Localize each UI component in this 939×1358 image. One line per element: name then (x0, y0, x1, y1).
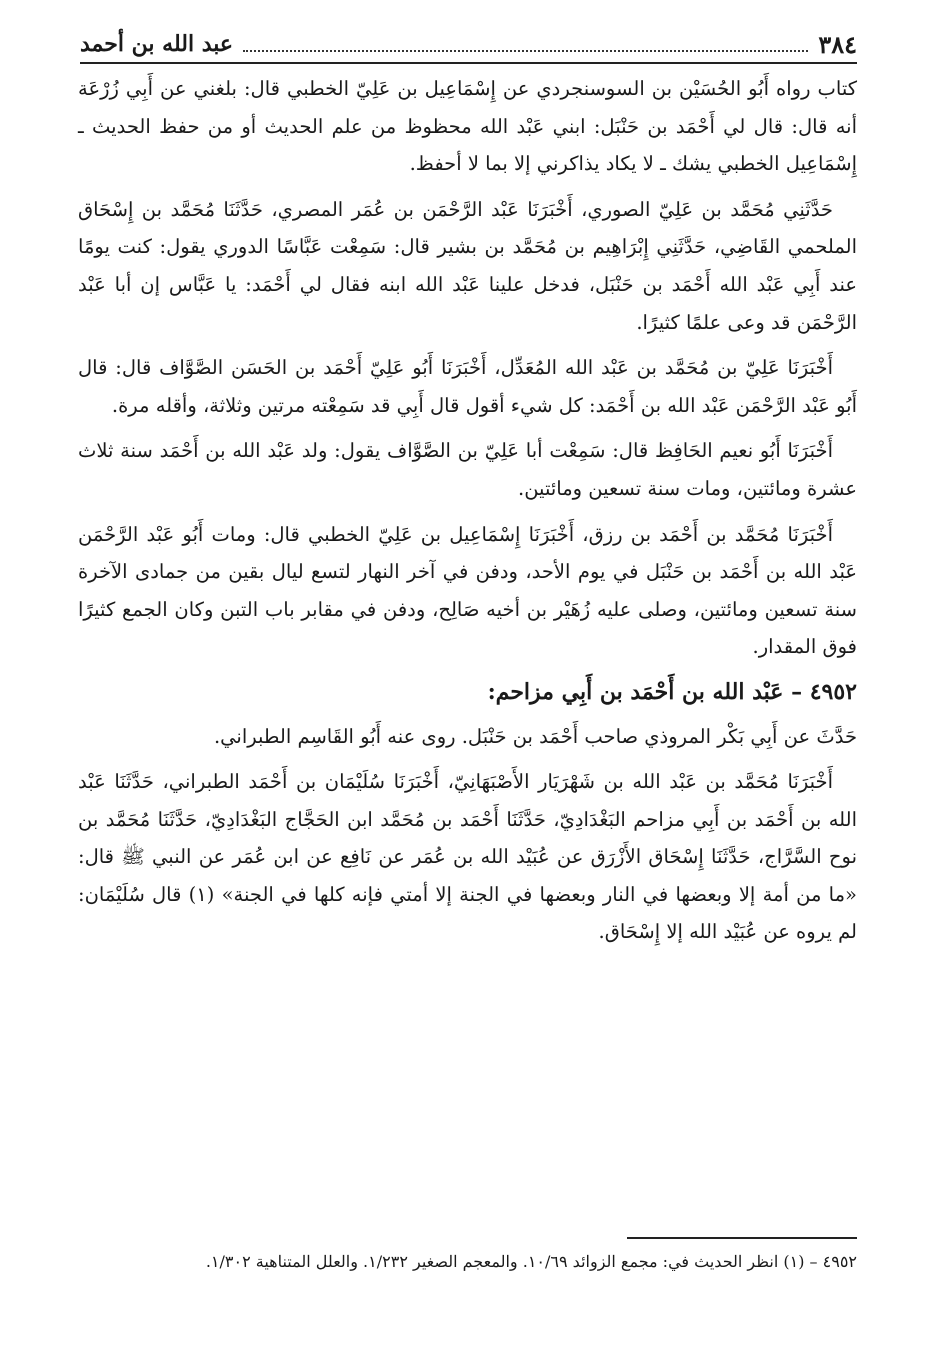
entry-paragraph: حَدَّثَ عن أَبِي بَكْر المروذي صاحب أَحْمَد بن حَنْبَل. روى عنه أَبُو القَاسِم الطبراني. (213, 724, 857, 748)
paragraph: كتاب رواه أَبُو الحُسَيْن بن السوسنجردي عن إِسْمَاعِيل بن عَلِيّ الخطبي قال: بلغني عن أَبِي زُرْعَة أنه قال: قال لي أَحْمَد بن حَنْبَل: ابني عَبْد الله محظوظ من علم الحديث أو من حفظ الحديث ـ إِسْمَاعِيل الخطبي يشك ـ لا يكاد يذاكرني إلا بما لا أحفظ. (78, 77, 857, 176)
entry-paragraph: أَخْبَرَنَا مُحَمَّد بن عَبْد الله بن شَهْرَيَار الأَصْبَهَانِيّ، أَخْبَرَنَا سُلَيْمَان بن أَحْمَد الطبراني، حَدَّثَنَا عَبْد الله بن أَحْمَد بن أَبِي مزاحم البَغْدَادِيّ، حَدَّثَنَا أَحْمَد بن مُحَمَّد ابن الحَجَّاج البَغْدَادِيّ، حَدَّثَنَا مُحَمَّد بن نوح السَّرَّاج، حَدَّثَنَا إِسْحَاق الأَزْرَق عن عُبَيْد الله بن عُمَر عن نَافِع عن ابن عُمَر عن النبي ﷺ قال: «ما من أمة إلا وبعضها في النار وبعضها في الجنة إلا أمتي فإنه كلها في الجنة» (١) قال سُلَيْمَان: لم يروه عن عُبَيْد الله إلا إِسْحَاق. (78, 770, 857, 944)
page-header (80, 26, 857, 64)
entry-heading: ٤٩٥٢ – عَبْد الله بن أَحْمَد بن أَبِي مزاحم: (487, 678, 857, 705)
header-dot-leader (243, 36, 808, 52)
footnote-separator (627, 1237, 857, 1239)
paragraph: أَخْبَرَنَا مُحَمَّد بن أَحْمَد بن رزق، أَخْبَرَنَا إِسْمَاعِيل بن عَلِيّ الخطبي قال: ومات أَبُو عَبْد الرَّحْمَن عَبْد الله بن أَحْمَد بن حَنْبَل في يوم الأحد، ودفن في آخر النهار لتسع ليال بقين من جمادى الآخرة سنة تسعين ومائتين، وصلى عليه زُهَيْر بن أخيه صَالِح، ودفن في مقابر باب التبن وكان الجمع كثيرًا فوق المقدار. (78, 522, 857, 659)
footnote: ٤٩٥٢ – (١) انظر الحديث في: مجمع الزوائد ١٠/٦٩. والمعجم الصغير ١/٢٣٢. والعلل المتناهية ١/٣٠٢. (205, 1252, 857, 1271)
paragraph: حَدَّثَنِي مُحَمَّد بن عَلِيّ الصوري، أَخْبَرَنَا عَبْد الرَّحْمَن بن عُمَر المصري، حَدَّثَنَا مُحَمَّد بن إِسْحَاق الملحمي القَاضِي، حَدَّثَنِي إِبْرَاهِيم بن مُحَمَّد بن بشير قال: سَمِعْت عَبَّاسًا الدوري يقول: كنت يومًا عند أَبِي عَبْد الله أَحْمَد بن حَنْبَل، فدخل علينا عَبْد الله ابنه فقال لي أَحْمَد: يا عَبَّاس إن أبا عَبْد الرَّحْمَن قد وعى علمًا كثيرًا. (78, 197, 857, 334)
paragraph: أَخْبَرَنَا أَبُو نعيم الحَافِظ قال: سَمِعْت أبا عَلِيّ بن الصَّوَّاف يقول: ولد عَبْد الله بن أَحْمَد سنة ثلاث عشرة ومائتين، ومات سنة تسعين ومائتين. (78, 439, 857, 500)
paragraph: أَخْبَرَنَا عَلِيّ بن مُحَمَّد بن عَبْد الله المُعَدِّل، أَخْبَرَنَا أَبُو عَلِيّ أَحْمَد بن الحَسَن الصَّوَّاف قال: قال أَبُو عَبْد الرَّحْمَن عَبْد الله بن أَحْمَد: كل شيء أقول قال أَبِي قد سَمِعْته مرتين وثلاثة، وأقله مرة. (78, 356, 857, 417)
running-title: عبد الله بن أحمد (80, 31, 234, 57)
page-number: ٣٨٤ (818, 29, 857, 59)
page-body (78, 70, 857, 959)
